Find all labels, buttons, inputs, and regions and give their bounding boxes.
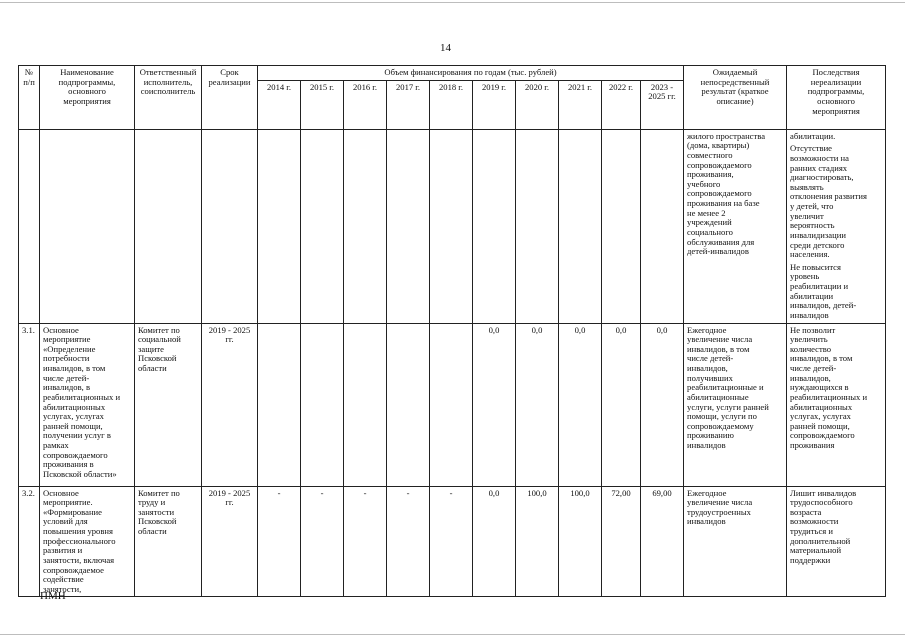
row-value: 0,0 <box>473 323 516 486</box>
row-value: 0,0 <box>473 486 516 597</box>
header-row <box>19 66 886 81</box>
row-value <box>516 129 559 323</box>
row-value: 0,0 <box>516 323 559 486</box>
table-row <box>19 486 886 597</box>
row-value <box>301 129 344 323</box>
row-value: - <box>301 486 344 597</box>
header-year: 2014 г. <box>258 80 301 129</box>
header-executor: Ответственный исполнитель, соисполнитель <box>135 66 202 130</box>
row-value: - <box>387 486 430 597</box>
header-year: 2023 - 2025 гг. <box>641 80 684 129</box>
row-name: Основное мероприятие. «Формирование условий для повышения уровня профессионального развития и занятости, включая сопровождаемое содействие занятости, <box>40 486 135 597</box>
row-value: 0,0 <box>602 323 641 486</box>
header-year: 2018 г. <box>430 80 473 129</box>
header-year: 2015 г. <box>301 80 344 129</box>
table-row <box>19 129 886 323</box>
header-year: 2019 г. <box>473 80 516 129</box>
row-executor: Комитет по труду и занятости Псковской области <box>135 486 202 597</box>
row-name <box>40 129 135 323</box>
row-value <box>430 129 473 323</box>
row-expected-result: Ежегодное увеличение числа трудоустроенных инвалидов <box>684 486 787 597</box>
consequence-paragraph: Не повысится уровень реабилитации и абилитации инвалидов, детей- инвалидов <box>790 261 857 320</box>
row-number: 3.1. <box>19 323 40 486</box>
scan-edge-top <box>0 2 905 3</box>
header-funding-group: Объем финансирования по годам (тыс. рублей) <box>258 66 684 81</box>
row-value <box>258 323 301 486</box>
header-name: Наименование подпрограммы, основного мероприятия <box>40 66 135 130</box>
row-consequences: Не позволит увеличить количество инвалидов, в том числе детей- инвалидов, нуждающихся в реабилитационных и абилитационных услугах, услугах ранней помощи, сопровождаемого проживания <box>787 323 886 486</box>
row-value <box>559 129 602 323</box>
footer-mark: ПМН <box>40 590 66 602</box>
row-expected-result: Ежегодное увеличение числа инвалидов, в том числе детей- инвалидов, получивших реабилитационные и абилитационные услуги, услуги ранней помощи, услуги по сопровождаемому проживанию инвалидов <box>684 323 787 486</box>
row-value <box>387 323 430 486</box>
header-year: 2020 г. <box>516 80 559 129</box>
header-year: 2022 г. <box>602 80 641 129</box>
row-value <box>430 323 473 486</box>
row-period <box>202 129 258 323</box>
row-period: 2019 - 2025 гг. <box>202 323 258 486</box>
header-period: Срок реализации <box>202 66 258 130</box>
row-executor <box>135 129 202 323</box>
row-value: 0,0 <box>559 323 602 486</box>
row-name: Основное мероприятие «Определение потребности инвалидов, в том числе детей- инвалидов, в реабилитационных и абилитационных услугах, услугах ранней помощи, получении услуг в рамках сопровождаемого проживания в Псковской области» <box>40 323 135 486</box>
row-value <box>301 323 344 486</box>
row-expected-result: жилого пространства (дома, квартиры) совместного сопровождаемого проживания, учебного сопровождаемого проживания на базе не менее 2 учреждений социального обслуживания для детей-инвалидов <box>684 129 787 323</box>
table-row <box>19 323 886 486</box>
row-value: 72,00 <box>602 486 641 597</box>
row-value <box>641 129 684 323</box>
scan-edge-bottom <box>0 634 905 635</box>
row-value: 69,00 <box>641 486 684 597</box>
header-year: 2021 г. <box>559 80 602 129</box>
row-value: 100,0 <box>516 486 559 597</box>
row-value <box>473 129 516 323</box>
row-consequences <box>787 129 886 323</box>
header-expected-result: Ожидаемый непосредственный результат (краткое описание) <box>684 66 787 130</box>
row-value <box>344 323 387 486</box>
row-value <box>258 129 301 323</box>
header-year: 2016 г. <box>344 80 387 129</box>
consequence-paragraph: абилитации. <box>790 130 836 141</box>
header-consequences: Последствия нереализации подпрограммы, основного мероприятия <box>787 66 886 130</box>
row-number: 3.2. <box>19 486 40 597</box>
row-value <box>602 129 641 323</box>
row-value <box>344 129 387 323</box>
header-year: 2017 г. <box>387 80 430 129</box>
row-value: 0,0 <box>641 323 684 486</box>
row-executor: Комитет по социальной защите Псковской области <box>135 323 202 486</box>
row-value: - <box>258 486 301 597</box>
financing-table <box>18 65 886 597</box>
row-period: 2019 - 2025 гг. <box>202 486 258 597</box>
header-number: № п/п <box>19 66 40 130</box>
row-value: 100,0 <box>559 486 602 597</box>
row-value <box>387 129 430 323</box>
row-consequences: Лишит инвалидов трудоспособного возраста возможности трудиться и дополнительной материальной поддержки <box>787 486 886 597</box>
row-value: - <box>430 486 473 597</box>
page-number: 14 <box>440 42 451 54</box>
row-number <box>19 129 40 323</box>
row-value: - <box>344 486 387 597</box>
consequence-paragraph: Отсутствие возможности на ранних стадиях диагностировать, выявлять отклонения развития у детей, что увеличит вероятность инвалидизации среди детского населения. <box>790 143 867 260</box>
